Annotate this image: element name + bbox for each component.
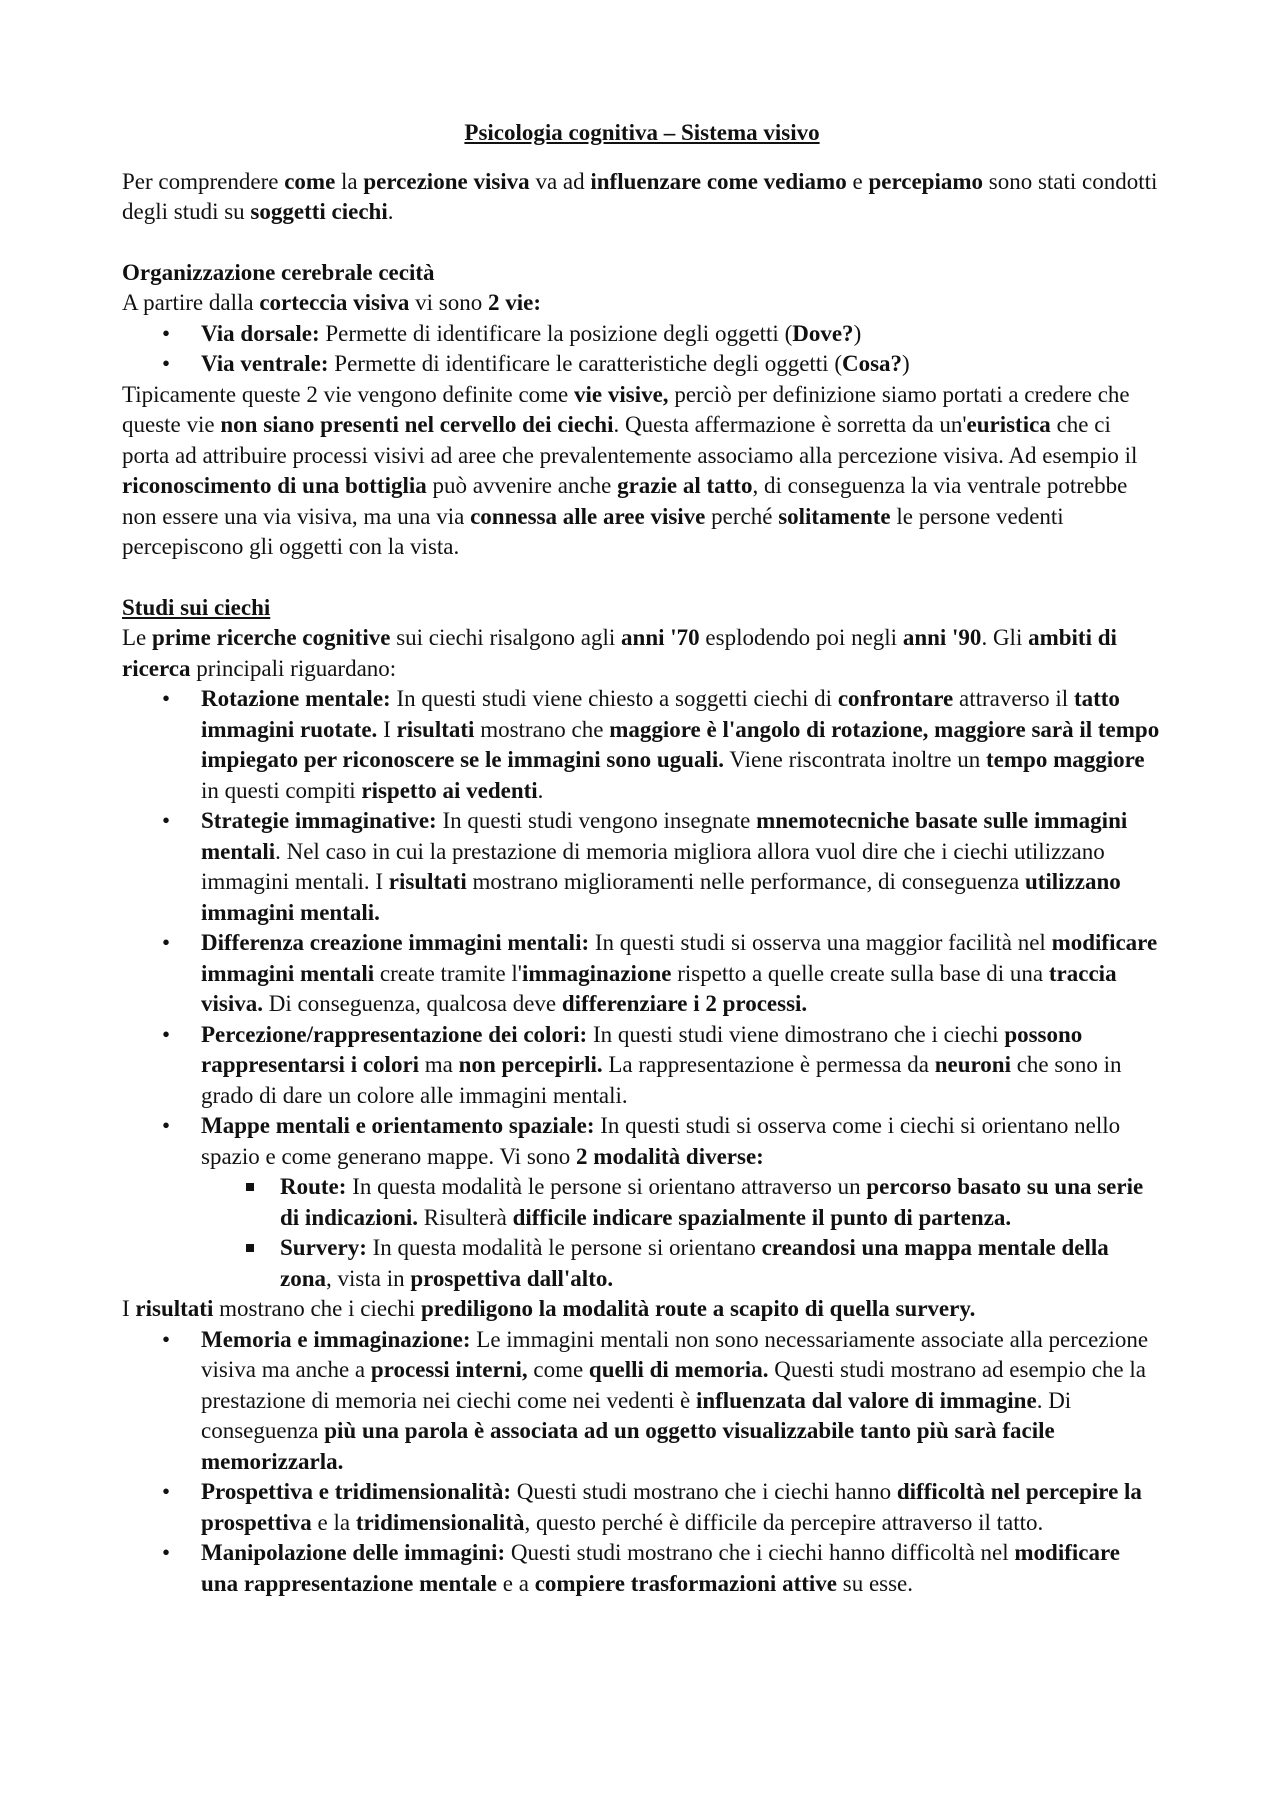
list-item (201, 1172, 1162, 1233)
spacer (122, 563, 1162, 593)
text-run: . Nel caso in cui la prestazione di memoria migliora allora vuol dire che i ciechi utilizzano immagini mentali. I (201, 838, 1105, 894)
section1-bullet-list (122, 319, 1162, 380)
section2-bullet-list-2 (122, 1325, 1162, 1600)
text-run: Permette di identificare la posizione degli oggetti ( (319, 320, 793, 346)
text-run: e la (311, 1509, 356, 1535)
bold-text: modificare immagini mentali (201, 930, 1158, 986)
text-run: attraverso il (953, 686, 1074, 711)
bold-text: Strategie immaginative: (201, 808, 437, 833)
bold-text: grazie al tatto (617, 473, 753, 498)
bold-text: Percezione/rappresentazione dei colori: (201, 1021, 588, 1047)
bold-text: utilizzano immagini mentali. (201, 869, 1121, 925)
text-run: Questi studi mostrano ad esempio che la prestazione di memoria nei ciechi come nei vedenti è (201, 1357, 1146, 1413)
list-item (122, 1538, 1162, 1599)
text-run: , di conseguenza la via ventrale potrebbe non essere una via visiva, ma una via (122, 473, 1128, 529)
bold-text: rispetto ai vedenti (361, 777, 538, 803)
bold-text: non siano presenti nel cervello dei ciechi (220, 412, 614, 437)
bold-text: creandosi una mappa mentale della zona (280, 1235, 1109, 1291)
bold-text: percezione visiva (363, 168, 530, 194)
text-run: come (527, 1357, 589, 1382)
bold-text: differenziare i 2 processi. (561, 991, 808, 1016)
text-run: in questi compiti (201, 777, 362, 803)
bold-text: Prospettiva e tridimensionalità: (201, 1479, 512, 1504)
text-run: ) (902, 351, 910, 376)
bold-text: Survery: (280, 1235, 367, 1260)
text-run: . Gli (981, 625, 1029, 650)
bold-text: non percepirli. (458, 1052, 603, 1077)
mappe-text (201, 1113, 1120, 1169)
text-run: create tramite l' (374, 960, 522, 986)
text-run: In questi studi viene chiesto a soggetti ciechi di (390, 686, 838, 711)
text-run: sui ciechi risalgono agli (390, 625, 622, 650)
sub-bullet-list (201, 1172, 1162, 1294)
bold-text: corteccia visiva (259, 290, 410, 315)
bold-text: Route: (280, 1174, 347, 1199)
bold-text: ambiti di ricerca (122, 625, 1117, 681)
text-run: perché (705, 503, 779, 529)
bold-text: anni '90 (902, 625, 982, 650)
bold-text: traccia visiva. (201, 960, 1117, 1016)
text-run: . (537, 777, 544, 803)
bold-text: risultati (388, 869, 467, 894)
text-run: e (846, 168, 869, 194)
bold-text: solitamente (778, 503, 891, 529)
text-run: rispetto a quelle create sulla base di una (671, 960, 1049, 986)
text-run: ma (419, 1052, 459, 1077)
bold-text: Rotazione mentale: (201, 686, 391, 711)
text-run: In questi studi si osserva una maggior facilità nel (589, 930, 1052, 955)
bold-text: percorso basato su una serie di indicazioni. (280, 1174, 1144, 1230)
text-run: . Di conseguenza (201, 1387, 1072, 1443)
bold-text: Mappe mentali e orientamento spaziale: (201, 1113, 595, 1138)
section-heading-organizzazione: Organizzazione cerebrale cecità (122, 259, 435, 285)
text-run: può avvenire anche (426, 473, 618, 498)
bold-text: modificare una rappresentazione mentale (201, 1540, 1120, 1596)
bold-text: Via dorsale: (201, 320, 320, 346)
text-run: I (377, 716, 397, 742)
list-item-mappe (122, 1111, 1162, 1294)
page-title: Psicologia cognitiva – Sistema visivo (464, 120, 820, 145)
bold-text: Manipolazione delle immagini: (201, 1540, 506, 1565)
intro-paragraph (122, 167, 1162, 228)
text-run: Risulterà (418, 1204, 513, 1230)
text-run: Per comprendere (122, 168, 285, 194)
bold-text: mnemotecniche basate sulle immagini mentali (201, 808, 1128, 864)
bold-text: tridimensionalità (355, 1509, 525, 1535)
list-item (122, 1020, 1162, 1112)
text-run: Le immagini mentali non sono necessariamente associate alla percezione visiva ma anche a (201, 1326, 1149, 1382)
bold-text: maggiore è l'angolo di rotazione, maggiore sarà il tempo impiegato per riconoscere se le immagini sono uguali. (201, 716, 1160, 772)
bold-text: influenzare come vediamo (590, 168, 847, 194)
text-run: Questi studi mostrano che i ciechi hanno difficoltà nel (505, 1540, 1015, 1565)
text-run: Tipicamente queste 2 vie vengono definite come (122, 381, 575, 407)
bold-text: quelli di memoria. (588, 1357, 769, 1382)
bold-text: connessa alle aree visive (470, 503, 706, 529)
bold-text: Differenza creazione immagini mentali: (201, 930, 590, 955)
bold-text: 2 modalità diverse: (576, 1143, 764, 1169)
bold-text: prospettiva dall'alto. (410, 1265, 614, 1291)
bold-text: anni '70 (621, 625, 700, 650)
text-run: va ad (529, 168, 591, 194)
list-item (201, 1233, 1162, 1294)
bold-text: tatto immagini ruotate. (201, 686, 1120, 742)
list-item (122, 1477, 1162, 1538)
list-item (122, 928, 1162, 1020)
text-run: In questi studi si osserva come i ciechi si orientano nello spazio e come generano mappe. Vi sono (201, 1113, 1121, 1169)
text-run: sono stati condotti degli studi su (122, 168, 1158, 224)
text-run: e a (497, 1570, 535, 1596)
text-run: Le (122, 625, 153, 650)
bold-text: 2 vie: (487, 290, 541, 315)
text-run: vi sono (409, 290, 488, 315)
list-item (122, 319, 1162, 350)
bold-text: influenzata dal valore di immagine (695, 1387, 1037, 1413)
bold-text: tempo maggiore (986, 747, 1145, 772)
text-run: , questo perché è difficile da percepire attraverso il tatto. (524, 1509, 1044, 1535)
bold-text: possono rappresentarsi i colori (201, 1021, 1083, 1077)
bold-text: risultati (135, 1296, 214, 1321)
bold-text: percepiamo (868, 168, 983, 194)
text-run: Di conseguenza, qualcosa deve (262, 991, 562, 1016)
bold-text: risultati (396, 716, 475, 742)
text-run: mostrano miglioramenti nelle performance, di conseguenza (466, 869, 1025, 894)
text-run: Permette di identificare le caratteristiche degli oggetti ( (328, 351, 842, 376)
bold-text: euristica (966, 412, 1051, 437)
text-run: ) (853, 320, 862, 346)
text-run: In questi studi vengono insegnate (436, 808, 757, 833)
bold-text: come (284, 168, 336, 194)
bold-text: prediligono la modalità route a scapito di quella survery. (420, 1296, 976, 1321)
text-run: Viene riscontrata inoltre un (724, 747, 986, 772)
text-run: Questi studi mostrano che i ciechi hanno (511, 1479, 897, 1504)
list-item (122, 1325, 1162, 1478)
text-run: la (335, 168, 364, 194)
bold-text: neuroni (934, 1052, 1011, 1077)
bold-text: confrontare (837, 686, 954, 711)
bold-text: prime ricerche cognitive (152, 625, 391, 650)
text-run: La rappresentazione è permessa da (602, 1052, 935, 1077)
text-run: perciò per definizione siamo portati a credere che queste vie (122, 381, 1130, 437)
bold-text: difficile indicare spazialmente il punto di partenza. (512, 1204, 1012, 1230)
text-run: mostrano che i ciechi (213, 1296, 421, 1321)
text-run: . Questa affermazione è sorretta da un' (613, 412, 967, 437)
text-run: esplodendo poi negli (699, 625, 903, 650)
text-run: che sono in grado di dare un colore alle immagini mentali. (201, 1052, 1122, 1108)
list-item (122, 806, 1162, 928)
bold-text: più una parola è associata ad un oggetto visualizzabile tanto più sarà facile memorizzarla. (201, 1418, 1055, 1474)
text-run: In questa modalità le persone si orientano (366, 1235, 762, 1260)
spacer (122, 228, 1162, 258)
section1-lead (122, 288, 1162, 319)
bold-text: Via ventrale: (201, 351, 329, 376)
text-run: . (387, 199, 394, 224)
text-run: , vista in (326, 1265, 411, 1291)
bold-text: Dove? (792, 320, 854, 346)
section2-bullet-list (122, 684, 1162, 1294)
list-item (122, 684, 1162, 806)
bold-text: Memoria e immaginazione: (201, 1326, 471, 1352)
text-run: che ci porta ad attribuire processi visivi ad aree che prevalentemente associamo alla percezione visiva. Ad esempio il (122, 412, 1138, 468)
section1-body (122, 380, 1162, 563)
bold-text: vie visive, (574, 381, 669, 407)
text-run: A partire dalla (122, 290, 260, 315)
text-run: In questi studi viene dimostrano che i ciechi (587, 1021, 1005, 1047)
text-run: le persone vedenti percepiscono gli oggetti con la vista. (122, 503, 1064, 559)
text-run: principali riguardano: (190, 655, 397, 681)
section-heading-studi: Studi sui ciechi (122, 594, 271, 620)
text-run: In questa modalità le persone si orientano attraverso un (346, 1174, 867, 1199)
bold-text: processi interni, (370, 1357, 528, 1382)
text-run: I (122, 1296, 136, 1321)
list-item (122, 349, 1162, 380)
bold-text: Cosa? (841, 351, 903, 376)
bold-text: riconoscimento di una bottiglia (122, 473, 427, 498)
text-run: mostrano che (474, 716, 610, 742)
results-paragraph (122, 1294, 1162, 1325)
bold-text: soggetti ciechi (250, 199, 388, 224)
section2-lead (122, 623, 1162, 684)
bold-text: compiere trasformazioni attive (534, 1570, 837, 1596)
bold-text: immaginazione (521, 960, 672, 986)
text-run: su esse. (837, 1570, 914, 1596)
bold-text: difficoltà nel percepire la prospettiva (201, 1479, 1142, 1535)
